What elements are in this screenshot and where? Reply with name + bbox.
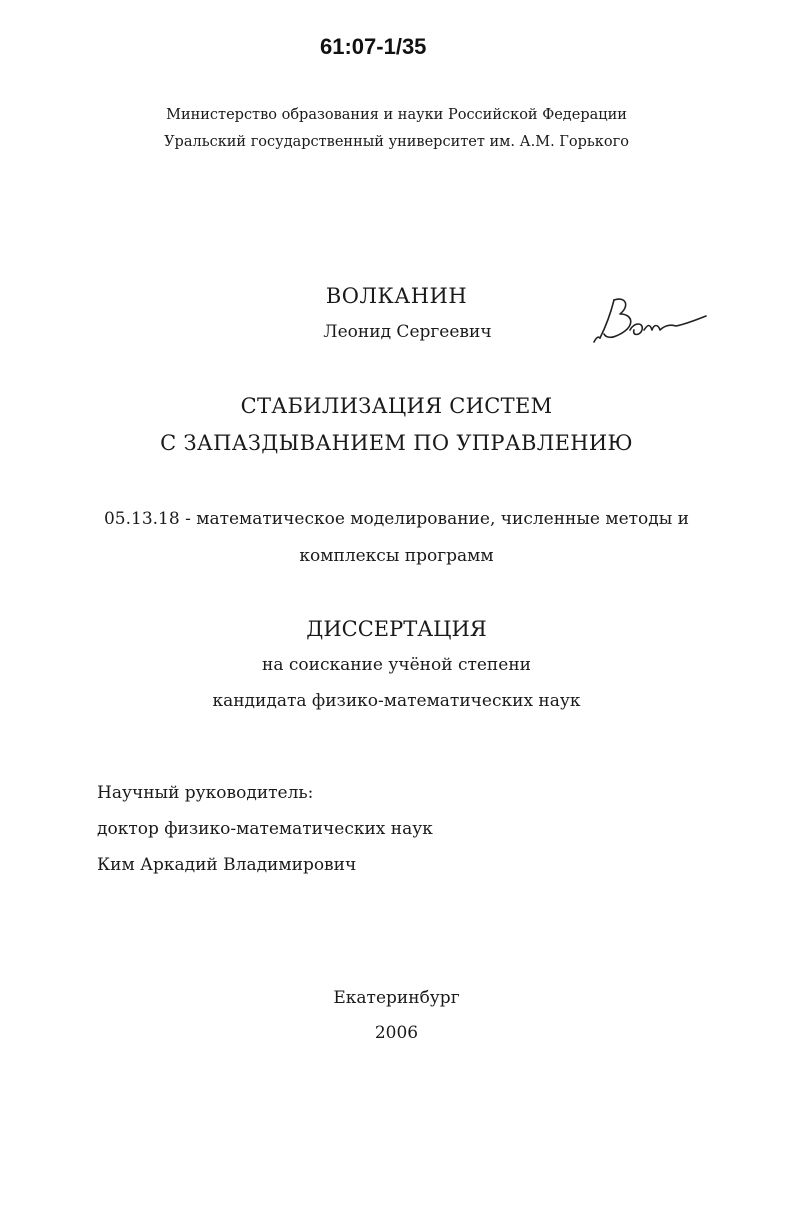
work-type-label: ДИССЕРТАЦИЯ [306,617,487,641]
thesis-title-line1: СТАБИЛИЗАЦИЯ СИСТЕМ [240,394,553,418]
author-name: Леонид Сергеевич [323,322,492,342]
supervisor-degree: доктор физико-математических наук [97,819,433,839]
thesis-title-line2: С ЗАПАЗДЫВАНИЕМ ПО УПРАВЛЕНИЮ [160,431,633,455]
supervisor-name: Ким Аркадий Владимирович [97,855,357,875]
specialty-line2: комплексы программ [299,546,494,566]
year: 2006 [374,1023,419,1043]
degree-purpose-line2: кандидата физико-математических наук [212,691,581,711]
catalog-number: 61:07-1/35 [320,34,427,59]
author-signature [586,292,712,352]
university-name: Уральский государственный университет им. А.М. Горького [164,134,629,150]
specialty-line1: 05.13.18 - математическое моделирование, численные методы и [103,509,690,529]
supervisor-heading: Научный руководитель: [97,783,314,803]
city: Екатеринбург [333,988,460,1008]
degree-purpose-line1: на соискание учёной степени [261,655,531,675]
author-surname: ВОЛКАНИН [325,284,468,308]
ministry-name: Министерство образования и науки Российской Федерации [166,107,627,123]
